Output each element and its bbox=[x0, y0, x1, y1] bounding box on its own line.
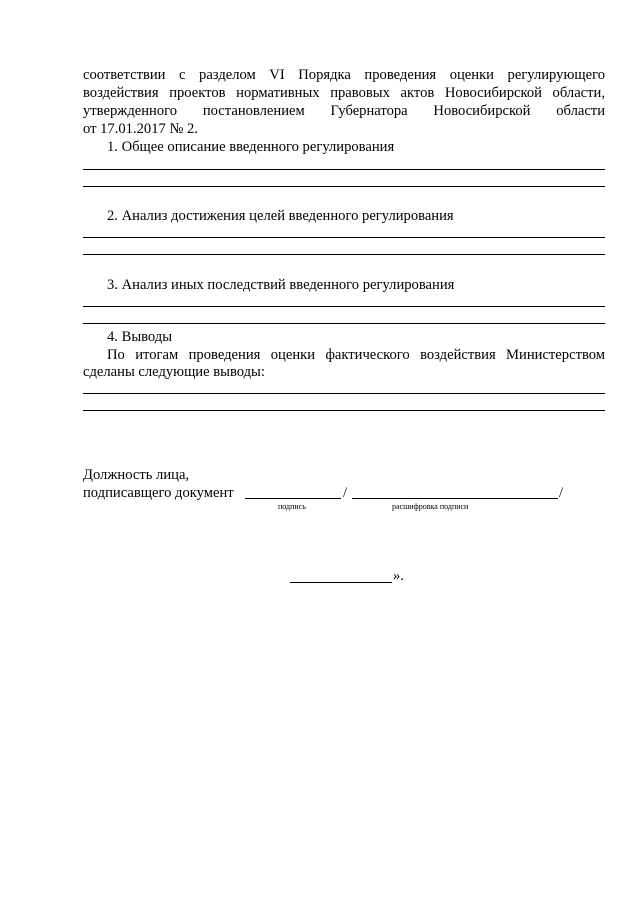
section-3-line-1 bbox=[83, 306, 605, 307]
conclusion-rule-2 bbox=[83, 410, 605, 411]
caption-signature: подпись bbox=[278, 502, 306, 511]
signature-blank bbox=[245, 498, 341, 499]
intro-line-4: от 17.01.2017 № 2. bbox=[83, 121, 198, 137]
conclusion-rule-1 bbox=[83, 393, 605, 394]
section-3-line-2 bbox=[83, 323, 605, 324]
section-3-heading: 3. Анализ иных последствий введенного регулирования bbox=[107, 277, 455, 293]
section-4-heading: 4. Выводы bbox=[107, 329, 173, 345]
caption-transcript: расшифровка подписи bbox=[392, 502, 469, 511]
closing-blank bbox=[290, 582, 392, 583]
closing-quote: ». bbox=[393, 568, 404, 584]
signature-position-line-2: подписавщего документ bbox=[83, 485, 234, 501]
conclusion-line-1: По итогам проведения оценки фактического воздействия Министерством bbox=[107, 347, 605, 363]
section-1-line-1 bbox=[83, 169, 605, 170]
section-1-heading: 1. Общее описание введенного регулирования bbox=[107, 139, 395, 155]
signature-position-line-1: Должность лица, bbox=[83, 467, 190, 483]
signature-slash-right: / bbox=[559, 485, 564, 501]
section-2-heading: 2. Анализ достижения целей введенного регулирования bbox=[107, 208, 454, 224]
signature-transcript-blank bbox=[352, 498, 558, 499]
conclusion-line-2: сделаны следующие выводы: bbox=[83, 364, 265, 380]
signature-slash-left: / bbox=[343, 485, 348, 501]
section-2-line-1 bbox=[83, 237, 605, 238]
intro-line-3: утвержденного постановлением Губернатора Новосибирской области bbox=[83, 103, 605, 119]
section-1-line-2 bbox=[83, 186, 605, 187]
section-2-line-2 bbox=[83, 254, 605, 255]
intro-line-2: воздействия проектов нормативных правовых актов Новосибирской области, bbox=[83, 85, 605, 101]
intro-line-1: соответствии с разделом VI Порядка проведения оценки регулирующего bbox=[83, 67, 605, 83]
